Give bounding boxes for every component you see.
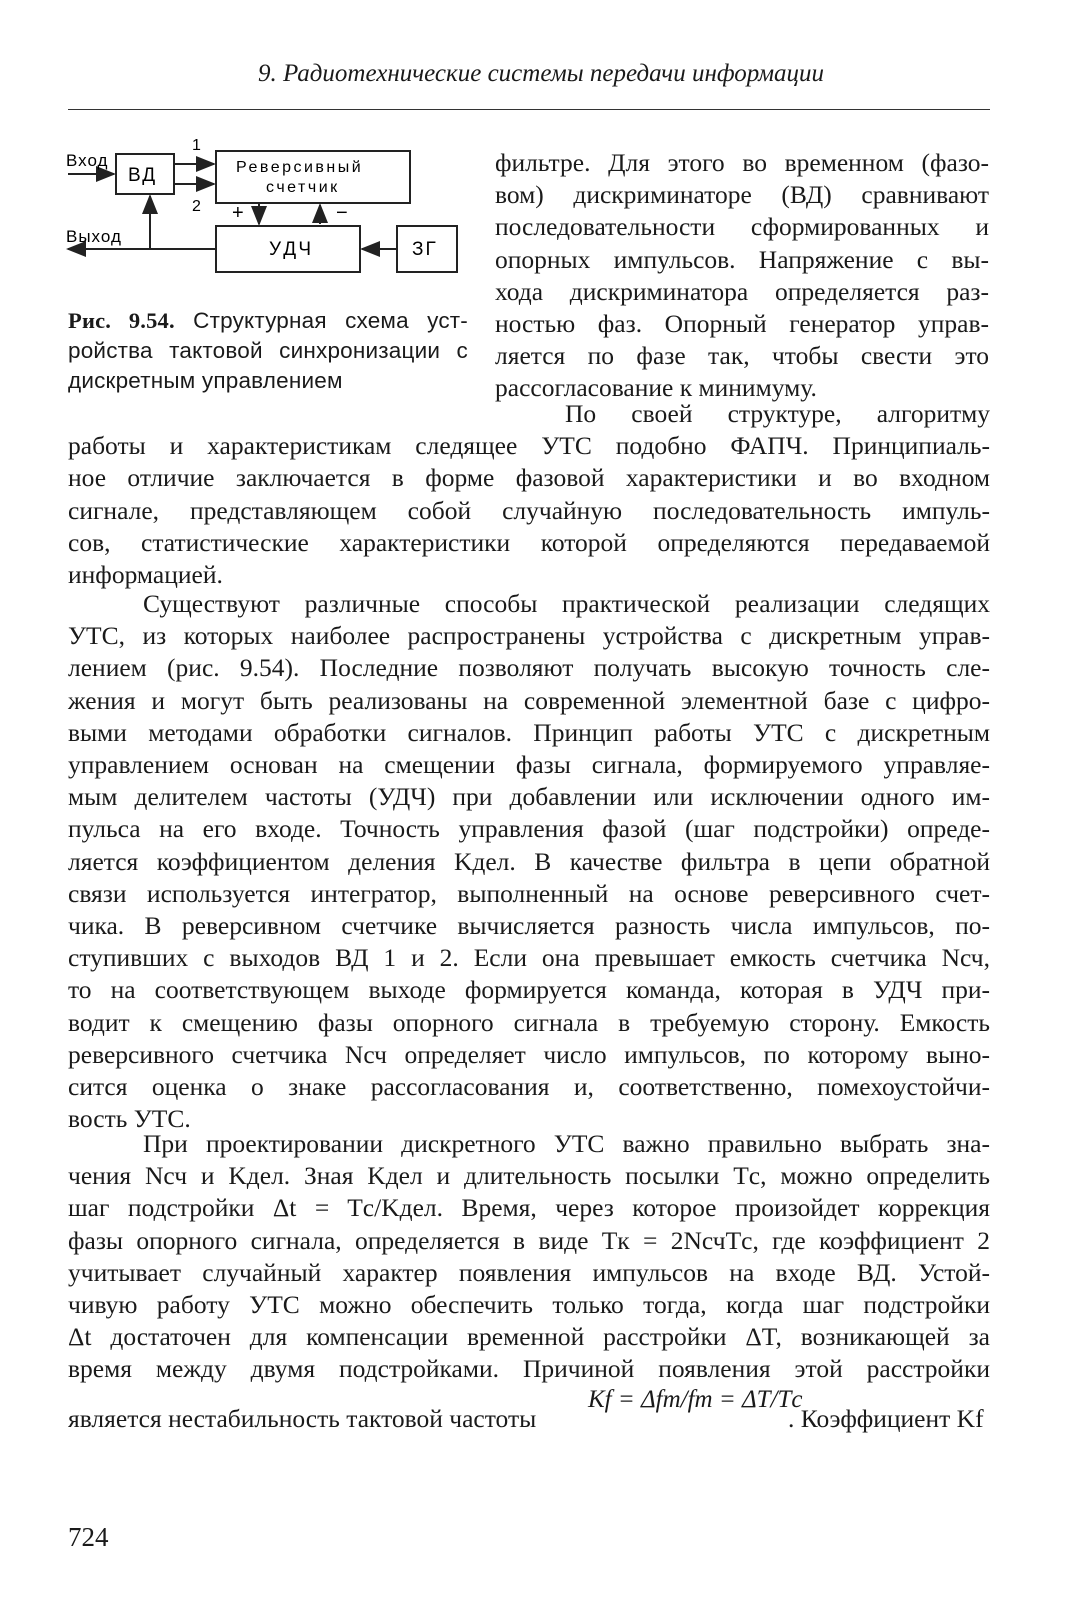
page-number: 724	[68, 1522, 109, 1552]
text-line: опорных импульсов. Напряжение с вы-	[495, 244, 989, 274]
text-line: выми методами обработки сигналов. Принцип работы УТС с дискретным	[68, 717, 990, 747]
text-line: мым делителем частоты (УДЧ) при добавлении или исключении одного им-	[68, 782, 990, 812]
text-line: информацией.	[68, 560, 223, 590]
text-line: вом) дискриминаторе (ВД) сравнивают	[495, 180, 989, 210]
caption-line-3: дискретным управлением	[68, 368, 343, 393]
paragraph-1	[495, 147, 989, 405]
formula-lead-text: является нестабильность тактовой частоты	[68, 1404, 537, 1433]
vd-label: ВД	[128, 165, 158, 186]
caption-label: Рис. 9.54.	[68, 308, 175, 333]
running-header: 9. Радиотехнические системы передачи информации	[257, 60, 825, 87]
plus-label: +	[232, 202, 244, 224]
text-line: сов, статистические характеристики которой определяются передаваемой	[68, 527, 990, 557]
text-line: чивую работу УТС можно обеспечить только тогда, когда шаг подстройки	[68, 1290, 990, 1320]
zg-label: ЗГ	[412, 239, 438, 260]
text-line: ляется коэффициентом деления Kдел. В качестве фильтра в цепи обратной	[68, 846, 990, 876]
output-label: Выход	[66, 227, 122, 246]
text-line: последовательности сформированных и	[495, 212, 989, 242]
text-line: сигнале, представляющем собой случайную последовательность импуль-	[68, 495, 990, 525]
text-line: По своей структуре, алгоритму	[565, 399, 990, 428]
text-line: реверсивного счетчика Nсч определяет число импульсов, по которому выно-	[68, 1039, 990, 1069]
text-line: жения и могут быть реализованы на современной элементной базе с цифро-	[68, 685, 990, 715]
text-line: связи используется интегратор, выполненный на основе реверсивного счет-	[68, 878, 990, 908]
counter-label-2: счетчик	[266, 179, 340, 196]
out2-label: 2	[192, 198, 201, 215]
input-label: Вход	[66, 151, 109, 170]
header-rule	[68, 109, 990, 110]
text-line: работы и характеристикам следящее УТС подобно ФАПЧ. Принципиаль-	[68, 431, 990, 461]
text-line: чика. В реверсивном счетчике вычисляется разность числа импульсов, по-	[68, 911, 990, 941]
text-line: время между двумя подстройками. Причиной появления этой расстройки	[68, 1354, 990, 1384]
formula-trailing-text: . Коэффициент Kf	[788, 1404, 984, 1433]
text-line: управлением основан на смещении фазы сигнала, формируемого управляе-	[68, 750, 990, 780]
text-line: то на соответствующем выходе формируется команда, которая в УДЧ при-	[68, 975, 990, 1005]
text-line: Существуют различные способы практической реализации следящих	[143, 589, 990, 618]
text-line: фильтре. Для этого во временном (фазо-	[495, 148, 989, 177]
text-line: чения Nсч и Kдел. Зная Kдел и длительность посылки Tс, можно определить	[68, 1161, 990, 1191]
text-line: ное отличие заключается в форме фазовой характеристики и во входном	[68, 463, 990, 493]
text-line: фазы опорного сигнала, определяется в виде Tк = 2NсчTс, где коэффициент 2	[68, 1225, 990, 1255]
text-line: водит к смещению фазы опорного сигнала в требуемую сторону. Емкость	[68, 1007, 990, 1037]
text-line: При проектировании дискретного УТС важно правильно выбрать зна-	[143, 1129, 990, 1158]
text-line: ляется по фазе так, чтобы свести это	[495, 341, 989, 371]
text-line: лением (рис. 9.54). Последние позволяют получать высокую точность сле-	[68, 653, 990, 683]
text-line: рассогласование к минимуму.	[495, 373, 817, 403]
figure-caption	[68, 306, 468, 396]
minus-label: −	[336, 202, 348, 224]
caption-line-2: ройства тактовой синхронизации с	[68, 338, 468, 363]
text-line: вость УТС.	[68, 1104, 191, 1134]
out1-label: 1	[192, 137, 201, 154]
caption-line-1: Структурная схема уст-	[174, 308, 468, 333]
text-line: сится оценка о знаке рассогласования и, соответственно, помехоустойчи-	[68, 1072, 990, 1102]
block-diagram	[64, 136, 464, 286]
text-line: ностью фаз. Опорный генератор управ-	[495, 309, 989, 339]
text-line: УТС, из которых наиболее распространены устройства с дискретным управ-	[68, 621, 990, 651]
text-line: Δt достаточен для компенсации временной расстройки ΔT, возникающей за	[68, 1322, 990, 1352]
text-line: пульса на его входе. Точность управления фазой (шаг подстройки) опреде-	[68, 814, 990, 844]
text-line: учитывает случайный характер появления импульсов на входе ВД. Устой-	[68, 1257, 990, 1287]
paragraph-2	[68, 398, 990, 591]
paragraph-4	[68, 1128, 990, 1386]
formula-line	[68, 1384, 990, 1464]
udch-label: УДЧ	[269, 239, 315, 260]
counter-label-1: Реверсивный	[236, 159, 364, 176]
text-line: хода дискриминатора определяется раз-	[495, 276, 989, 306]
text-line: ступивших с выходов ВД 1 и 2. Если она превышает емкость счетчика Nсч,	[68, 943, 990, 973]
paragraph-3	[68, 588, 990, 1135]
formula: Kf = Δfт/fт = ΔT/Tс	[588, 1386, 803, 1413]
text-line: шаг подстройки Δt = Tс/Kдел. Время, через которое произойдет коррекция	[68, 1193, 990, 1223]
